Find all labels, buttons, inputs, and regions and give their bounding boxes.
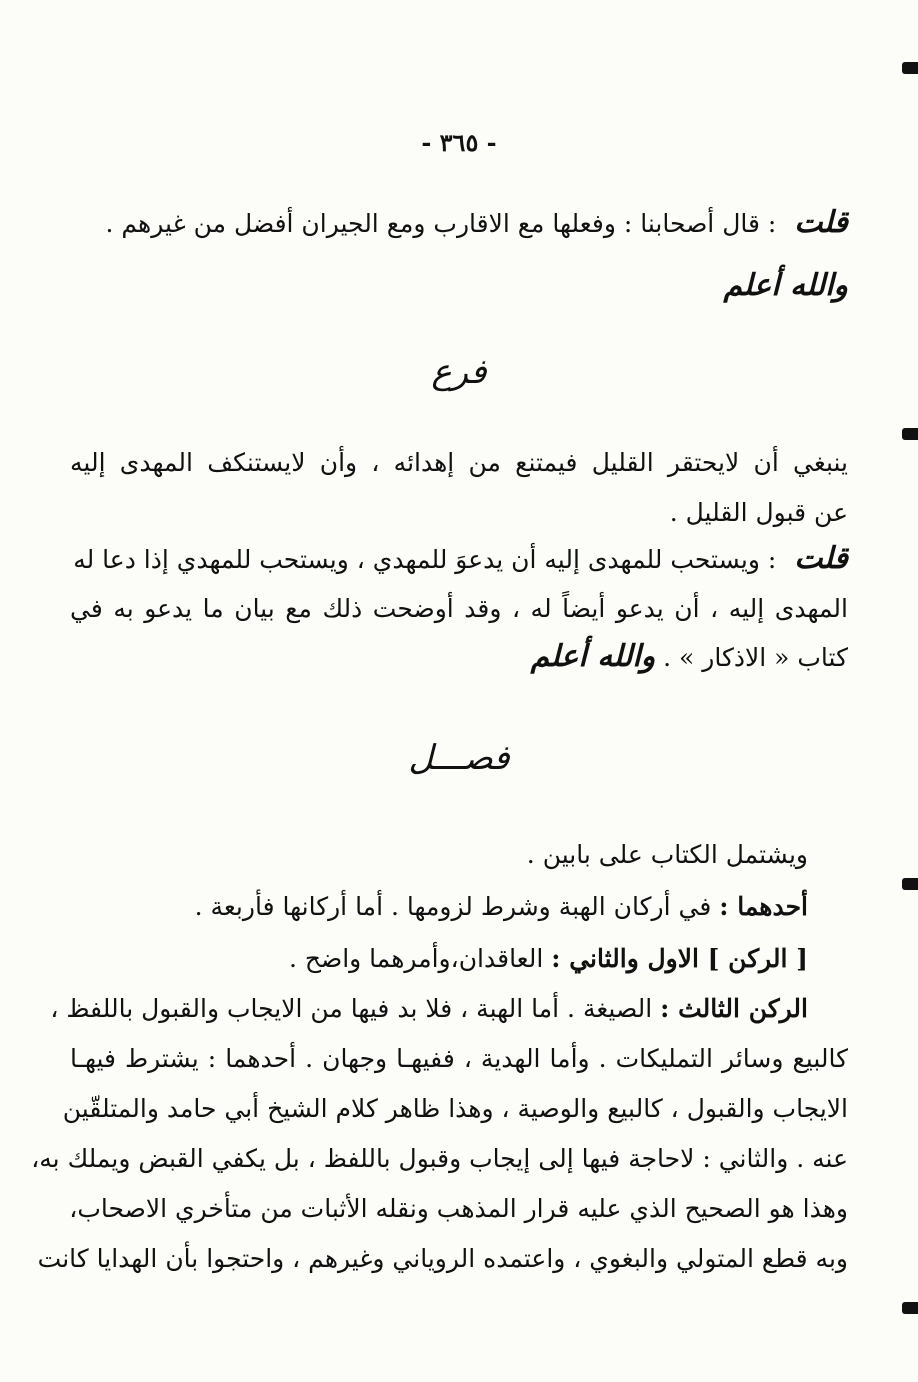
paragraph-line: ينبغي أن لايحتقر القليل فيمتنع من إهدائه ، وأن لايستنكف المهدى إليه — [70, 448, 848, 477]
paragraph-line: عنه . والثاني : لاحاجة فيها إلى إيجاب وقبول باللفظ ، بل يكفي القبض ويملك به، — [31, 1144, 848, 1173]
section1-text: : قال أصحابنا : وفعلها مع الاقارب ومع الجيران أفضل من غيرهم . — [105, 209, 777, 238]
section1-line — [105, 205, 848, 241]
paragraph-line: وهذا هو الصحيح الذي عليه قرار المذهب ونقله الأثبات من متأخري الاصحاب، — [69, 1194, 848, 1223]
paragraph-line — [50, 992, 808, 1026]
paragraph-line: وبه قطع المتولي والبغوي ، واعتمده الروياني وغيرهم ، واحتجوا بأن الهدايا كانت — [37, 1244, 848, 1273]
paragraph-line: كالبيع وسائر التمليكات . وأما الهدية ، ففيهـا وجهان . أحدهما : يشترط فيهـا — [70, 1044, 848, 1073]
section-heading-far: فرع — [431, 352, 487, 392]
paragraph-line: المهدى إليه ، أن يدعو أيضاً له ، وقد أوضحت ذلك مع بيان ما يدعو به في — [70, 594, 848, 623]
page-number: - ٣٦٥ - — [421, 128, 497, 157]
paragraph-line — [70, 640, 848, 675]
section3-text: كتاب « الاذكار » . — [663, 643, 848, 672]
paragraph-line — [70, 942, 808, 976]
margin-mark — [902, 62, 918, 74]
term-label: أحدهما : — [719, 892, 808, 921]
section-heading-fasl: فصـــل — [408, 738, 510, 778]
margin-mark — [902, 428, 918, 440]
paragraph-line: ويشتمل الكتاب على بابين . — [526, 840, 808, 869]
margin-mark — [902, 878, 918, 890]
term-label: [ الركن ] الاول والثاني : — [551, 944, 808, 973]
paragraph-line — [70, 890, 808, 924]
margin-mark — [902, 1302, 918, 1314]
section3-text: : ويستحب للمهدى إليه أن يدعوَ للمهدي ، ويستحب للمهدي إذا دعا له — [73, 545, 777, 574]
closing-phrase: والله أعلم — [723, 268, 848, 303]
paragraph-line: عن قبول القليل . — [669, 498, 848, 527]
paragraph-line: الايجاب والقبول ، كالبيع والوصية ، وهذا ظاهر كلام الشيخ أبي حامد والمتلقّين — [62, 1094, 848, 1123]
paragraph-text: العاقدان،وأمرهما واضح . — [288, 944, 544, 973]
term-label: الركن الثالث : — [660, 994, 808, 1023]
paragraph-text: الصيغة . أما الهبة ، فلا بد فيها من الايجاب والقبول باللفظ ، — [50, 994, 653, 1023]
paragraph-text: في أركان الهبة وشرط لزومها . أما أركانها فأربعة . — [194, 892, 712, 921]
closing-phrase: والله أعلم — [530, 639, 656, 674]
qultu-label: قلت — [794, 541, 848, 576]
section3-line — [70, 542, 848, 577]
qultu-label: قلت — [794, 205, 848, 240]
